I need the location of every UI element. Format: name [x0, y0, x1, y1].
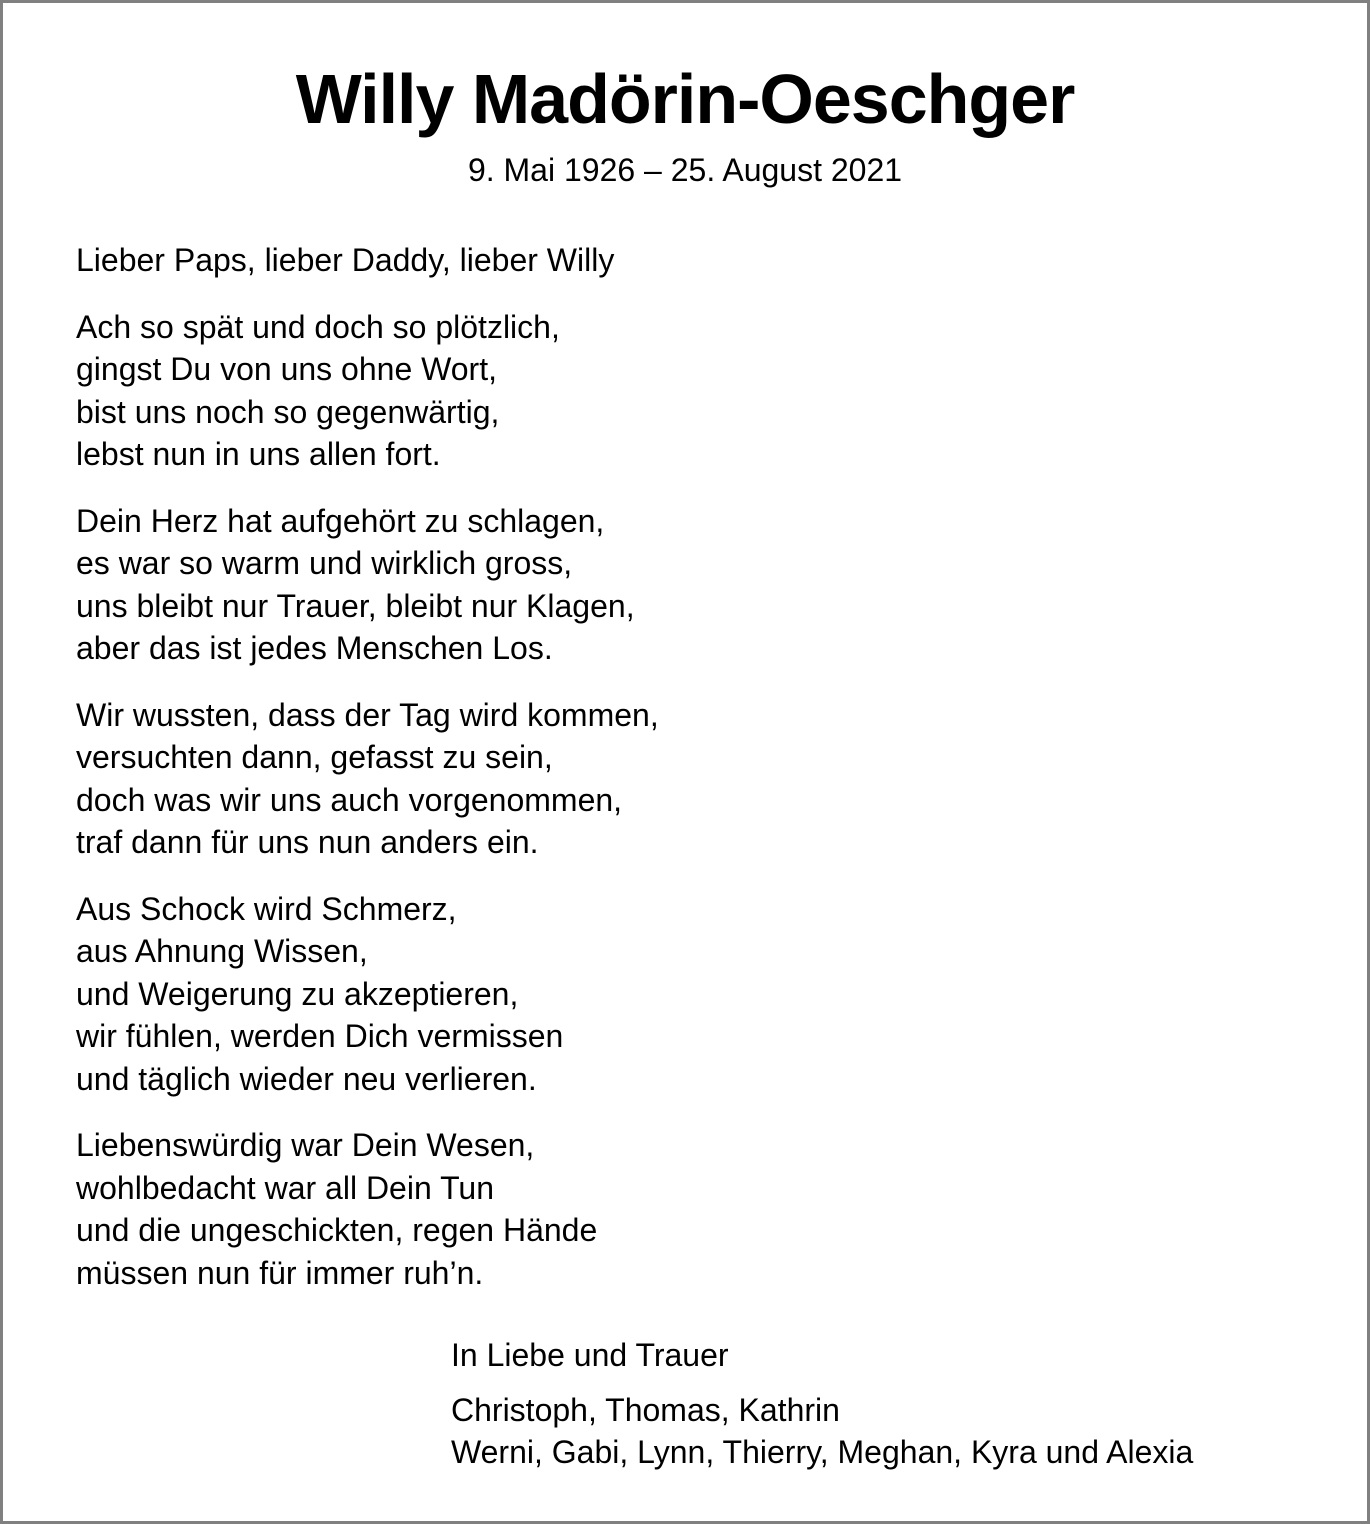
poem-line: wohlbedacht war all Dein Tun	[76, 1169, 495, 1206]
poem	[76, 239, 1076, 1318]
stanza-2	[76, 500, 1076, 670]
poem-line: aber das ist jedes Menschen Los.	[76, 630, 553, 666]
poem-line: Wir wussten, dass der Tag wird kommen,	[76, 696, 659, 733]
poem-line: versuchten dann, gefasst zu sein,	[76, 739, 553, 775]
poem-line: und die ungeschickten, regen Hände	[76, 1212, 598, 1248]
poem-line: aus Ahnung Wissen,	[76, 933, 368, 969]
poem-line: bist uns noch so gegenwärtig,	[76, 393, 500, 430]
salutation	[76, 239, 1076, 282]
poem-line: doch was wir uns auch vorgenommen,	[76, 781, 623, 818]
poem-line: lebst nun in uns allen fort.	[76, 436, 441, 472]
stanza-5	[76, 1124, 1076, 1294]
signature-block	[451, 1334, 1193, 1474]
poem-line: Ach so spät und doch so plötzlich,	[76, 308, 560, 345]
stanza-3	[76, 694, 1076, 864]
poem-line: Aus Schock wird Schmerz,	[76, 890, 457, 927]
poem-line: Liebenswürdig war Dein Wesen,	[76, 1127, 535, 1163]
poem-line: müssen nun für immer ruh’n.	[76, 1254, 484, 1291]
stanza-1	[76, 306, 1076, 476]
poem-line: traf dann für uns nun anders ein.	[76, 824, 539, 860]
poem-line: wir fühlen, werden Dich vermissen	[76, 1018, 564, 1054]
deceased-name: Willy Madörin-Oeschger	[295, 60, 1075, 138]
signatory-line: Christoph, Thomas, Kathrin	[451, 1391, 840, 1428]
poem-line: gingst Du von uns ohne Wort,	[76, 351, 497, 387]
poem-line: und Weigerung zu akzeptieren,	[76, 975, 519, 1012]
poem-line: es war so warm und wirklich gross,	[76, 545, 573, 581]
poem-line: uns bleibt nur Trauer, bleibt nur Klagen,	[76, 587, 635, 624]
poem-line: und täglich wieder neu verlieren.	[76, 1060, 537, 1097]
life-dates: 9. Mai 1926 – 25. August 2021	[467, 152, 903, 188]
signatory-line: Werni, Gabi, Lynn, Thierry, Meghan, Kyra und Alexia	[451, 1434, 1194, 1470]
salutation-line: Lieber Paps, lieber Daddy, lieber Willy	[76, 242, 615, 278]
poem-line: Dein Herz hat aufgehört zu schlagen,	[76, 502, 605, 539]
closing-phrase: In Liebe und Trauer	[451, 1337, 729, 1373]
stanza-4	[76, 888, 1076, 1101]
